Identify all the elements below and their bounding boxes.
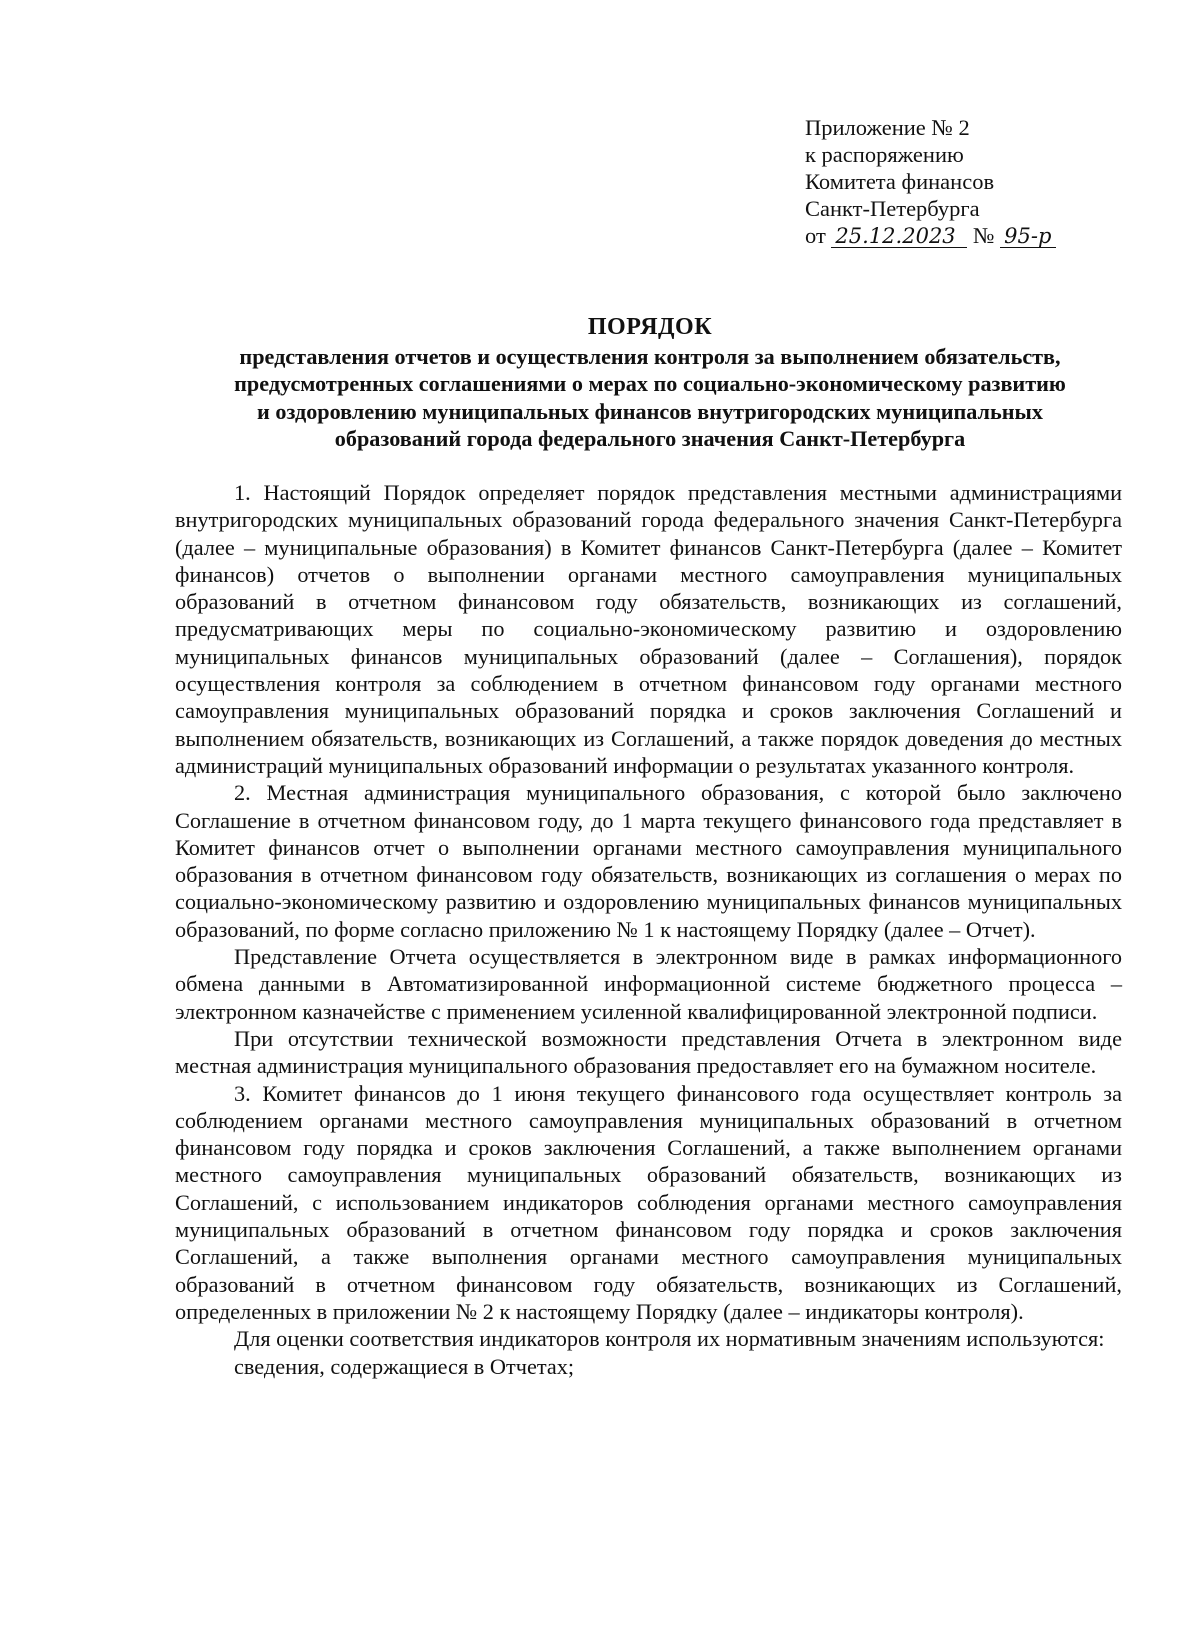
- document-body: [175, 479, 1122, 1380]
- appendix-date-number-line: [805, 222, 1056, 249]
- paragraph-3: 3. Комитет финансов до 1 июня текущего финансового года осуществляет контроль за соблюдением органами местного самоуправления муниципальных образований в отчетном финансовом году порядка и сроков заключения Соглашений, а также выполнением органами местного самоуправления муниципальных образований обязательств, возникающих из Соглашений, с использованием индикаторов соблюдения органами местного самоуправления муниципальных образований в отчетном финансовом году порядка и сроков заключения Соглашений, а также выполнения органами местного самоуправления муниципальных образований в отчетном финансовом году обязательств, возникающих из Соглашений, определенных в приложении № 2 к настоящему Порядку (далее – индикаторы контроля).: [175, 1080, 1122, 1324]
- paragraph-2: 2. Местная администрация муниципального образования, с которой было заключено Соглашение в отчетном финансовом году, до 1 марта текущего финансового года представляет в Комитет финансов отчет о выполнении органами местного самоуправления муниципального образования в отчетном финансовом году обязательств, возникающих из соглашения о мерах по социально-экономическому развитию и оздоровлению муниципальных финансов муниципальных образований, по форме согласно приложению № 1 к настоящему Порядку (далее – Отчет).: [175, 780, 1122, 942]
- handwritten-number: 95-р: [1000, 225, 1056, 248]
- date-prefix: от: [805, 223, 826, 248]
- appendix-city: Санкт-Петербурга: [805, 196, 980, 221]
- paragraph-3-sources: сведения, содержащиеся в Отчетах;: [234, 1353, 575, 1379]
- document-title: ПОРЯДОК: [587, 314, 713, 340]
- appendix-number: Приложение № 2: [805, 115, 970, 140]
- appendix-committee: Комитета финансов: [805, 169, 995, 194]
- appendix-header: [805, 114, 1056, 249]
- handwritten-date: 25.12.2023: [831, 225, 967, 248]
- paragraph-2-paper: При отсутствии технической возможности представления Отчета в электронном виде местная администрация муниципального образования предоставляет его на бумажном носителе.: [175, 1025, 1122, 1079]
- appendix-order-reference: к распоряжению: [805, 142, 964, 167]
- subtitle-line: предусмотренных соглашениями о мерах по социально-экономическому развитию: [234, 371, 1066, 397]
- paragraph-2-electronic: Представление Отчета осуществляется в электронном виде в рамках информационного обмена данными в Автоматизированной информационной системе бюджетного процесса – электронном казначействе с применением усиленной квалифицированной электронной подписи.: [175, 944, 1122, 1024]
- subtitle-line: образований города федерального значения Санкт-Петербурга: [334, 425, 966, 451]
- subtitle-line: и оздоровлению муниципальных финансов внутригородских муниципальных: [257, 398, 1043, 424]
- document-subtitle: [175, 343, 1125, 452]
- number-prefix: №: [973, 223, 995, 248]
- paragraph-3-evaluation: Для оценки соответствия индикаторов контроля их нормативным значениям используются:: [234, 1326, 1105, 1352]
- paragraph-1: 1. Настоящий Порядок определяет порядок представления местными администрациями внутригородских муниципальных образований города федерального значения Санкт-Петербурга (далее – муниципальные образования) в Комитет финансов Санкт-Петербурга (далее – Комитет финансов) отчетов о выполнении органами местного самоуправления муниципальных образований в отчетном финансовом году обязательств, возникающих из соглашений, предусматривающих меры по социально-экономическому развитию и оздоровлению муниципальных финансов муниципальных образований (далее – Соглашения), порядок осуществления контроля за соблюдением в отчетном финансовом году органами местного самоуправления муниципальных образований порядка и сроков заключения Соглашений и выполнением обязательств, возникающих из Соглашений, а также порядок доведения до местных администраций муниципальных образований информации о результатах указанного контроля.: [175, 480, 1122, 778]
- subtitle-line: представления отчетов и осуществления контроля за выполнением обязательств,: [239, 344, 1061, 369]
